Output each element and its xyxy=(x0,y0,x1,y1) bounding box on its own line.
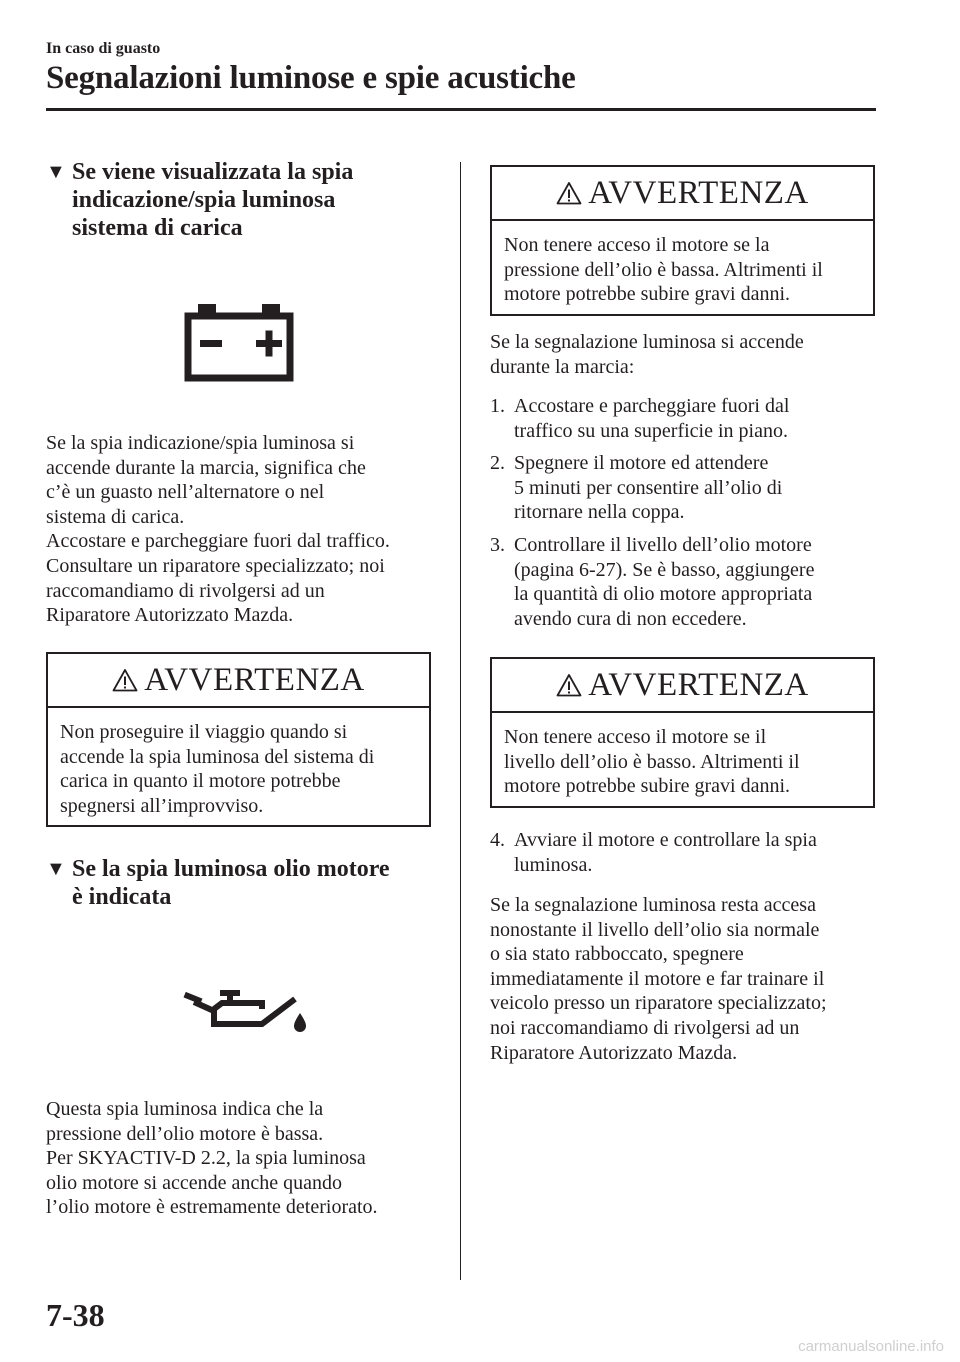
heading-charging-system xyxy=(46,158,446,242)
text-line: motore potrebbe subire gravi danni. xyxy=(504,775,791,798)
section-kicker: In caso di guasto xyxy=(46,40,161,57)
text-line: luminosa. xyxy=(514,853,593,876)
step-4 xyxy=(490,828,890,877)
heading-line: Se viene visualizzata la spia xyxy=(72,159,354,185)
text-line: accende la spia luminosa del sistema di xyxy=(60,745,375,768)
heading-line: sistema di carica xyxy=(72,215,243,241)
text-line: motore potrebbe subire gravi danni. xyxy=(504,283,791,306)
text-line: Non tenere acceso il motore se il xyxy=(504,726,767,748)
warning-box-charging xyxy=(46,652,431,827)
triangle-bullet-icon: ▼ xyxy=(46,858,66,880)
warning-box-oil-pressure xyxy=(490,165,875,316)
step-number: 3. xyxy=(490,533,505,556)
text-line: Spegnere il motore ed attendere xyxy=(514,452,769,475)
warning-header xyxy=(48,654,429,708)
text-line: Riparatore Autorizzato Mazda. xyxy=(490,1041,738,1064)
text-line: noi raccomandiamo di rivolgersi ad un xyxy=(490,1016,800,1039)
step-number: 2. xyxy=(490,452,505,475)
warning-label: AVVERTENZA xyxy=(588,174,809,211)
oil-light-closing xyxy=(490,893,890,1065)
text-line: ritornare nella coppa. xyxy=(514,501,685,524)
text-line: Avviare il motore e controllare la spia xyxy=(514,829,817,851)
text-line: Non proseguire il viaggio quando si xyxy=(60,721,348,743)
text-line: sistema di carica. xyxy=(46,505,185,528)
heading-line: indicazione/spia luminosa xyxy=(72,187,336,213)
warning-header xyxy=(492,659,873,713)
text-line: pressione dell’olio è bassa. Altrimenti il xyxy=(504,258,823,281)
oil-can-icon xyxy=(180,985,306,1035)
text-line: nonostante il livello dell’olio sia normale xyxy=(490,918,820,941)
text-line: carica in quanto il motore potrebbe xyxy=(60,770,341,793)
column-divider xyxy=(460,162,461,1280)
step-2 xyxy=(490,451,890,525)
text-line: pressione dell’olio motore è bassa. xyxy=(46,1122,324,1145)
text-line: la quantità di olio motore appropriata xyxy=(514,583,813,606)
step-1 xyxy=(490,394,890,443)
warning-text xyxy=(48,708,429,828)
procedure-steps xyxy=(490,394,890,639)
text-line: c’è un guasto nell’alternatore o nel xyxy=(46,481,325,504)
warning-header xyxy=(492,167,873,221)
oil-light-intro xyxy=(490,330,890,379)
page-number: 7-38 xyxy=(46,1297,105,1333)
warning-label: AVVERTENZA xyxy=(588,666,809,703)
text-line: traffico su una superficie in piano. xyxy=(514,419,788,442)
warning-triangle-icon xyxy=(556,673,582,697)
text-line: livello dell’olio è basso. Altrimenti il xyxy=(504,750,800,773)
warning-triangle-icon xyxy=(112,668,138,692)
text-line: avendo cura di non eccedere. xyxy=(514,607,747,630)
text-line: Per SKYACTIV-D 2.2, la spia luminosa xyxy=(46,1147,366,1170)
text-line: olio motore si accende anche quando xyxy=(46,1171,342,1194)
battery-icon xyxy=(184,304,294,382)
text-line: Non tenere acceso il motore se la xyxy=(504,234,770,256)
charging-system-description xyxy=(46,431,446,628)
text-line: accende durante la marcia, significa che xyxy=(46,456,366,479)
warning-label: AVVERTENZA xyxy=(144,661,365,698)
text-line: l’olio motore è estremamente deteriorato. xyxy=(46,1196,378,1219)
text-line: immediatamente il motore e far trainare il xyxy=(490,967,825,990)
warning-text xyxy=(492,713,873,809)
footer-watermark: carmanualsonline.info xyxy=(798,1338,944,1355)
text-line: Questa spia luminosa indica che la xyxy=(46,1098,324,1120)
text-line: Riparatore Autorizzato Mazda. xyxy=(46,604,294,627)
heading-line: Se la spia luminosa olio motore xyxy=(72,856,390,882)
step-3 xyxy=(490,533,890,631)
heading-oil-light xyxy=(46,855,446,911)
text-line: durante la marcia: xyxy=(490,355,635,378)
oil-light-description xyxy=(46,1097,446,1220)
text-line: Se la segnalazione luminosa si accende xyxy=(490,331,804,353)
page-title: Segnalazioni luminose e spie acustiche xyxy=(46,60,576,96)
step-number: 1. xyxy=(490,395,505,417)
warning-text xyxy=(492,221,873,317)
text-line: raccomandiamo di rivolgersi ad un xyxy=(46,579,325,602)
text-line: Controllare il livello dell’olio motore xyxy=(514,533,812,556)
text-line: o sia stato rabboccato, spegnere xyxy=(490,943,744,966)
triangle-bullet-icon: ▼ xyxy=(46,161,66,183)
text-line: 5 minuti per consentire all’olio di xyxy=(514,476,783,499)
heading-line: è indicata xyxy=(72,884,172,910)
text-line: Se la spia indicazione/spia luminosa si xyxy=(46,432,355,454)
text-line: Se la segnalazione luminosa resta accesa xyxy=(490,894,816,916)
step-number: 4. xyxy=(490,829,505,851)
text-line: Accostare e parcheggiare fuori dal xyxy=(514,395,790,417)
warning-box-oil-level xyxy=(490,657,875,808)
text-line: veicolo presso un riparatore specializzato; xyxy=(490,992,827,1015)
title-rule xyxy=(46,108,876,111)
text-line: (pagina 6-27). Se è basso, aggiungere xyxy=(514,558,815,581)
text-line: Accostare e parcheggiare fuori dal traffico. xyxy=(46,530,390,553)
procedure-step-4 xyxy=(490,828,890,885)
warning-triangle-icon xyxy=(556,181,582,205)
text-line: spegnersi all’improvviso. xyxy=(60,794,264,817)
text-line: Consultare un riparatore specializzato; noi xyxy=(46,554,385,577)
